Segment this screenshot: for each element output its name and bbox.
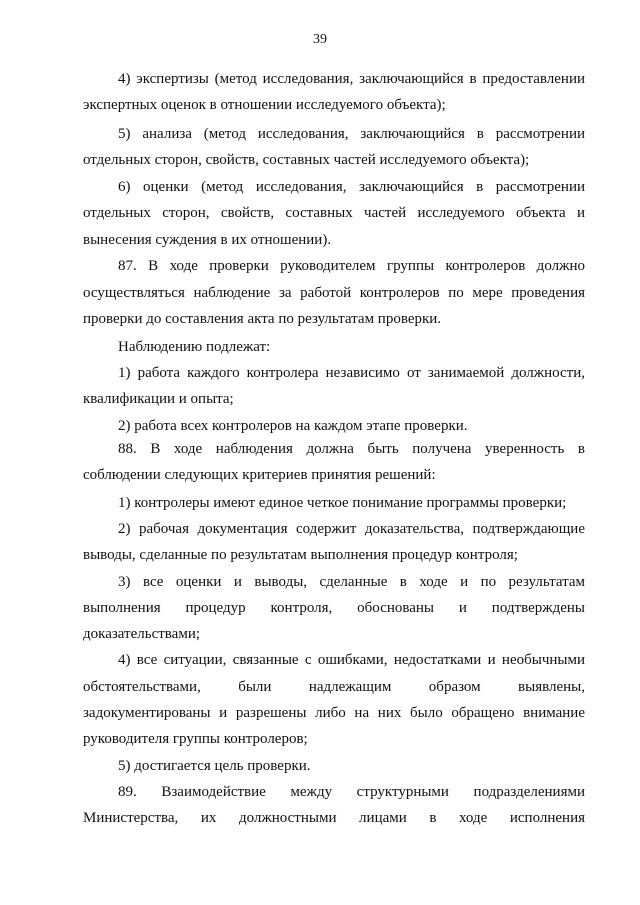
text-line: 4) экспертизы (метод исследования, заключающийся в предоставлении [118, 71, 585, 87]
text-line: 5) анализа (метод исследования, заключающийся в рассмотрении [118, 126, 585, 142]
text-line: проверки до составления акта по результатам проверки. [83, 311, 442, 327]
text-line: обстоятельствами, были надлежащим образом выявлены, [83, 679, 585, 695]
text-line: Наблюдению подлежат: [118, 339, 271, 355]
text-line: 4) все ситуации, связанные с ошибками, недостатками и необычными [118, 652, 585, 668]
text-line: доказательствами; [83, 626, 201, 642]
text-line: 3) все оценки и выводы, сделанные в ходе и по результатам [118, 574, 585, 590]
text-line: задокументированы и разрешены либо на них было обращено внимание [83, 705, 585, 721]
text-line: отдельных сторон, свойств, составных частей исследуемого объекта); [83, 152, 530, 168]
text-line: 6) оценки (метод исследования, заключающийся в рассмотрении [118, 179, 585, 195]
text-line: 88. В ходе наблюдения должна быть получена уверенность в [118, 441, 585, 457]
text-line: 5) достигается цель проверки. [118, 758, 311, 774]
text-line: 2) рабочая документация содержит доказательства, подтверждающие [118, 521, 585, 537]
text-line: 87. В ходе проверки руководителем группы контролеров должно [118, 258, 585, 274]
text-line: отдельных сторон, свойств, составных частей исследуемого объекта и [83, 205, 585, 221]
text-line: соблюдении следующих критериев принятия решений: [83, 467, 436, 483]
text-line: выводы, сделанные по результатам выполнения процедур контроля; [83, 547, 518, 563]
text-line: экспертных оценок в отношении исследуемого объекта); [83, 97, 446, 113]
text-line: выполнения процедур контроля, обоснованы и подтверждены [83, 600, 585, 616]
text-line: осуществляться наблюдение за работой контролеров по мере проведения [83, 285, 585, 301]
text-line: руководителя группы контролеров; [83, 731, 308, 747]
text-line: вынесения суждения в их отношении). [83, 232, 332, 248]
text-line: 1) контролеры имеют единое четкое понимание программы проверки; [118, 495, 567, 511]
text-line: квалификации и опыта; [83, 391, 234, 407]
page-number: 39 [313, 32, 327, 47]
text-line: 89. Взаимодействие между структурными подразделениями [118, 784, 585, 800]
text-line: 2) работа всех контролеров на каждом этапе проверки. [118, 418, 468, 434]
text-line: Министерства, их должностными лицами в ходе исполнения [83, 810, 585, 826]
text-line: 1) работа каждого контролера независимо от занимаемой должности, [118, 365, 585, 381]
